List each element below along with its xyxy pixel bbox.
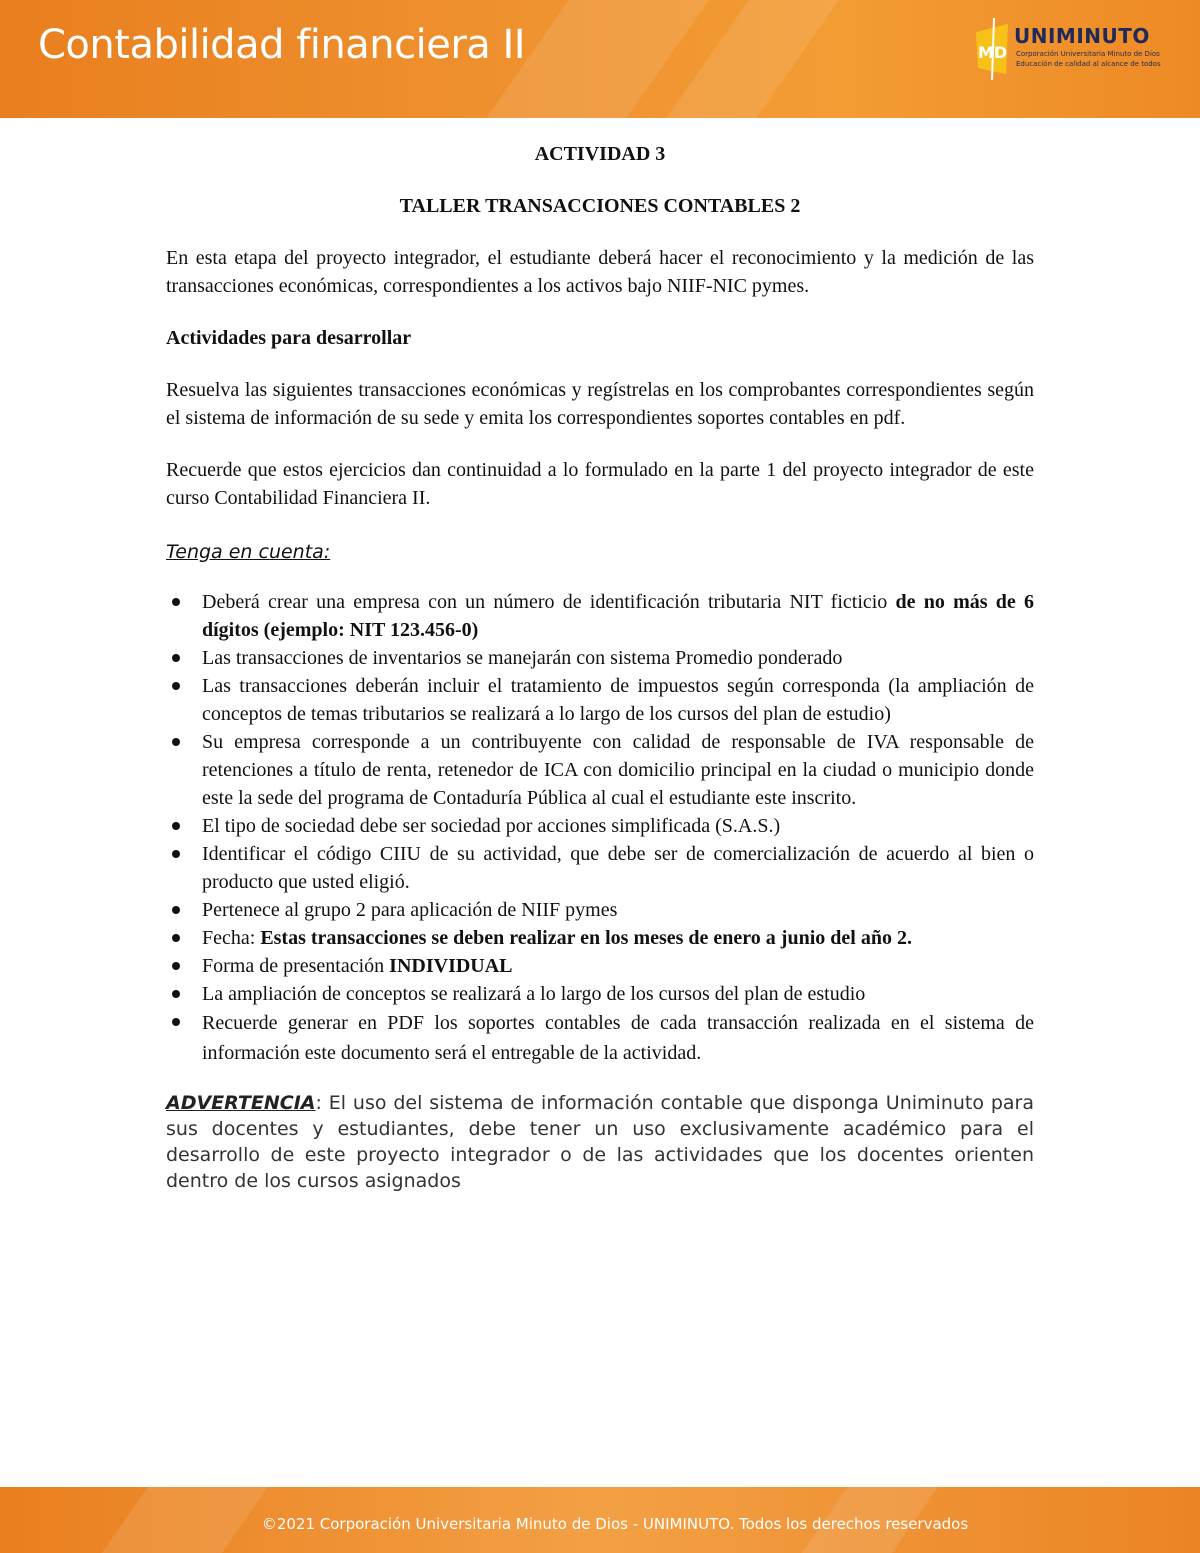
- bullet-icon: [172, 654, 180, 662]
- bullet-icon: [172, 822, 180, 830]
- list-item-text: Identificar el código CIIU de su actividad, que debe ser de comercialización de acuerdo al bien o producto que usted eligió.: [202, 843, 1034, 893]
- list-item: [166, 1008, 1034, 1068]
- reminder-paragraph: Recuerde que estos ejercicios dan continuidad a lo formulado en la parte 1 del proyecto integrador de este curso Contabilidad Financiera II.: [166, 459, 1034, 509]
- warning-paragraph: [166, 1090, 1034, 1194]
- logo-name: UNIMINUTO: [1014, 24, 1150, 48]
- bullet-icon: [172, 1018, 180, 1026]
- list-item-text: Forma de presentación: [202, 955, 390, 977]
- list-item: [166, 980, 1034, 1008]
- logo-tagline: Educación de calidad al alcance de todos: [1016, 60, 1161, 68]
- bullet-icon: [172, 990, 180, 998]
- bullet-icon: [172, 682, 180, 690]
- list-item-text: Las transacciones de inventarios se manejarán con sistema Promedio ponderado: [202, 647, 843, 669]
- warning-label: ADVERTENCIA: [166, 1092, 316, 1114]
- logo-subtitle: Corporación Universitaria Minuto de Dios: [1016, 50, 1160, 58]
- list-item-text: Su empresa corresponde a un contribuyente con calidad de responsable de IVA responsable de retenciones a título de renta, retenedor de ICA con domicilio principal en la ciudad o municipio donde este la sede del programa de Contaduría Pública al cual el estudiante este inscrito.: [202, 731, 1034, 809]
- intro-paragraph: En esta etapa del proyecto integrador, el estudiante deberá hacer el reconocimiento y la medición de las transacciones económicas, correspondientes a los activos bajo NIIF-NIC pymes.: [166, 247, 1034, 297]
- list-item: [166, 924, 1034, 952]
- workshop-title: TALLER TRANSACCIONES CONTABLES 2: [399, 195, 801, 217]
- list-item-text: El tipo de sociedad debe ser sociedad por acciones simplificada (S.A.S.): [202, 815, 781, 837]
- list-item: [166, 672, 1034, 728]
- bullet-icon: [172, 598, 180, 606]
- warning-text: : El uso del sistema de información contable que disponga Uniminuto para sus docentes y estudiantes, debe tener un uso exclusivamente académico para el desarrollo de este proyecto integrador o de las actividades que los docentes orienten dentro de los cursos asignados: [166, 1092, 1034, 1192]
- activities-heading: Actividades para desarrollar: [166, 327, 412, 349]
- notes-heading: Tenga en cuenta:: [166, 541, 331, 563]
- uniminuto-logo-icon: [972, 18, 1012, 80]
- logo-mark-letters: MD: [978, 43, 1008, 62]
- bullet-icon: [172, 850, 180, 858]
- header-title: Contabilidad financiera II: [38, 22, 526, 68]
- bullet-icon: [172, 738, 180, 746]
- bullet-icon: [172, 962, 180, 970]
- requirements-list: [166, 588, 1034, 1068]
- activity-title: ACTIVIDAD 3: [534, 143, 666, 165]
- list-item-text: La ampliación de conceptos se realizará a lo largo de los cursos del plan de estudio: [202, 983, 866, 1005]
- list-item: [166, 896, 1034, 924]
- list-item-text: Deberá crear una empresa con un número de identificación tributaria NIT ficticio: [202, 591, 896, 613]
- list-item: [166, 952, 1034, 980]
- page-footer: [0, 1487, 1200, 1553]
- page-header: [0, 0, 1200, 118]
- list-item-bold: Estas transacciones se deben realizar en los meses de enero a junio del año 2.: [260, 927, 912, 949]
- document-body: [166, 140, 1034, 1213]
- list-item-text: Fecha:: [202, 927, 261, 949]
- bullet-icon: [172, 906, 180, 914]
- list-item: [166, 840, 1034, 896]
- list-item-text: Las transacciones deberán incluir el tratamiento de impuestos según corresponda (la ampliación de conceptos de temas tributarios se realizará a lo largo de los cursos del plan de estudio): [202, 675, 1034, 725]
- list-item-bold: de no más de 6 dígitos (ejemplo: NIT 123.456-0): [202, 591, 1034, 641]
- copyright-text: ©2021 Corporación Universitaria Minuto de Dios - UNIMINUTO. Todos los derechos reservados: [261, 1515, 969, 1533]
- bullet-icon: [172, 934, 180, 942]
- uniminuto-logo: [972, 18, 1182, 88]
- list-item-text: Recuerde generar en PDF los soportes contables de cada transacción realizada en el sistema de información este documento será el entregable de la actividad.: [202, 1012, 1034, 1064]
- list-item: [166, 644, 1034, 672]
- instructions-paragraph: Resuelva las siguientes transacciones económicas y regístrelas en los comprobantes correspondientes según el sistema de información de su sede y emita los correspondientes soportes contables en pdf.: [166, 379, 1034, 429]
- list-item: [166, 728, 1034, 812]
- list-item: [166, 588, 1034, 644]
- list-item-bold: INDIVIDUAL: [389, 955, 513, 977]
- list-item-text: Pertenece al grupo 2 para aplicación de NIIF pymes: [202, 899, 618, 921]
- list-item: [166, 812, 1034, 840]
